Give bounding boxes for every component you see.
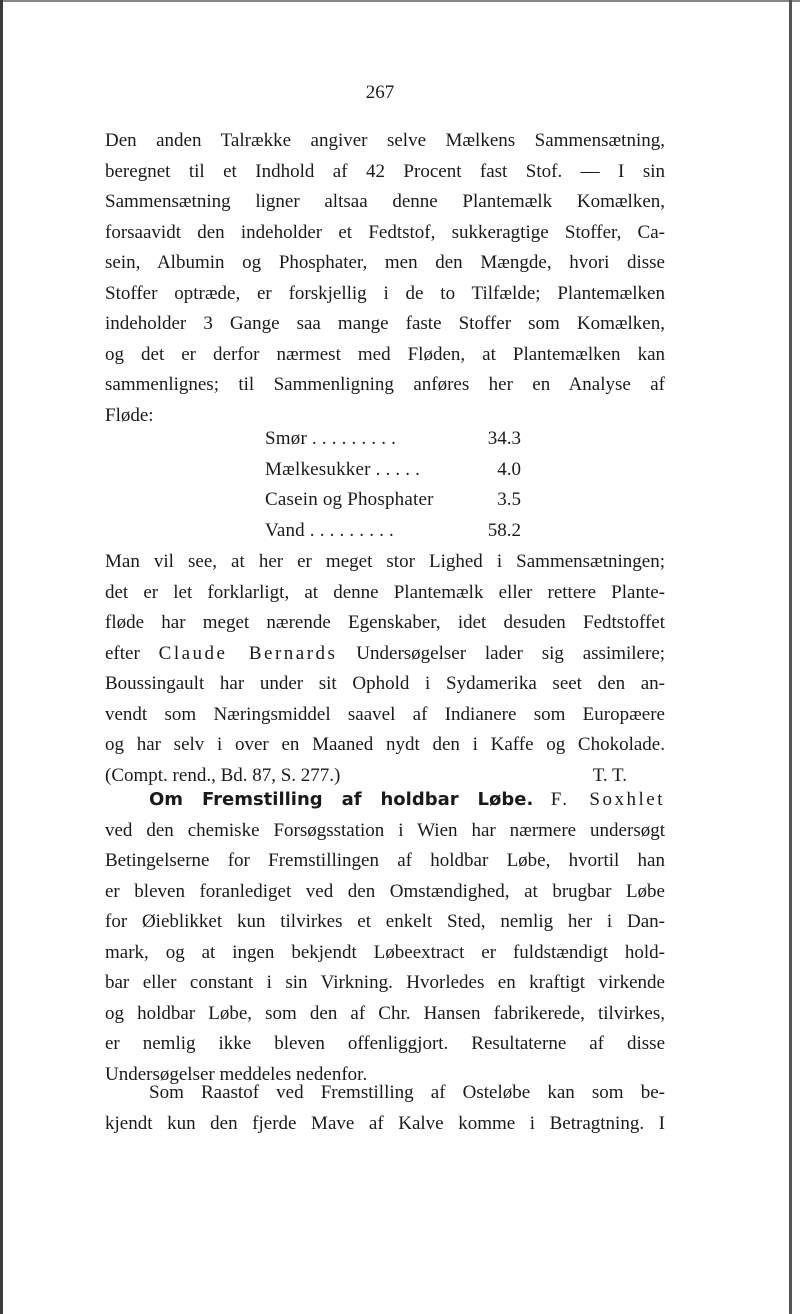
text-line: beregnet til et Indhold af 42 Procent fast Stof. — I sin <box>105 160 665 182</box>
text-line: Den anden Talrække angiver selve Mælkens Sammensætning, <box>105 130 665 151</box>
text-line: Som Raastof ved Fremstilling af Osteløbe kan som be- <box>149 1082 665 1103</box>
analysis-item-name: Casein og Phosphater <box>265 489 434 510</box>
text-line: sammenlignes; til Sammenligning anføres her en Analyse af <box>105 374 665 395</box>
text-line: Boussingault har under sit Ophold i Sydamerika seet den an- <box>105 673 665 694</box>
text-line: er nemlig ikke bleven offenliggjort. Resultaterne af disse <box>105 1033 665 1054</box>
text-line: vendt som Næringsmiddel saavel af Indianere som Europæere <box>105 703 665 725</box>
paragraph-comparison <box>105 547 665 791</box>
cream-analysis-table <box>265 424 521 546</box>
analysis-item-value: 4.0 <box>497 458 521 480</box>
table-row <box>265 424 521 455</box>
text-line: Man vil see, at her er meget stor Lighed i Sammensætningen; <box>105 551 665 572</box>
table-row <box>265 485 521 516</box>
text-line: er bleven foranlediget ved den Omstændighed, at brugbar Løbe <box>105 880 665 902</box>
analysis-item-value: 58.2 <box>487 519 521 541</box>
text-line: og holdbar Løbe, som den af Chr. Hansen fabrikerede, tilvirkes, <box>105 1002 665 1024</box>
analysis-item-value: 34.3 <box>487 428 521 449</box>
paragraph-raw-material <box>105 1078 665 1139</box>
author-signature: T. T. <box>592 764 627 786</box>
analysis-item-name: Mælkesukker . . . . . <box>265 458 421 480</box>
table-row <box>265 516 521 547</box>
text-line: og det er derfor nærmest med Fløden, at Plantemælken kan <box>105 343 665 365</box>
text-line <box>105 639 665 670</box>
text-line: for Øieblikket kun tilvirkes et enkelt Sted, nemlig her i Dan- <box>105 911 665 932</box>
table-row <box>265 455 521 486</box>
citation: (Compt. rend., Bd. 87, S. 277.) <box>105 764 341 786</box>
text-line: bar eller constant i sin Virkning. Hvorledes en kraftigt virkende <box>105 972 665 993</box>
text-line: Fløde: <box>105 404 154 426</box>
text-line: Betingelserne for Fremstillingen af holdbar Løbe, hvortil han <box>105 850 665 871</box>
text-line: og har selv i over en Maaned nydt den i Kaffe og Chokolade. <box>105 734 665 755</box>
text-line <box>105 785 665 816</box>
text-line: kjendt kun den fjerde Mave af Kalve komme i Betragtning. I <box>105 1112 665 1134</box>
text-line: Undersøgelser meddeles nedenfor. <box>105 1063 368 1085</box>
text-line: fløde har meget nærende Egenskaber, idet desuden Fedtstoffet <box>105 612 665 633</box>
text-fragment: efter <box>105 642 140 664</box>
person-name: Claude Bernards <box>158 642 338 664</box>
text-line: indeholder 3 Gange saa mange faste Stoffer som Komælken, <box>105 313 665 334</box>
text-line: Stoffer optræde, er forskjellig i de to Tilfælde; Plantemælken <box>105 282 665 304</box>
text-line: forsaavidt den indeholder et Fedtstof, sukkeragtige Stoffer, Ca- <box>105 221 665 243</box>
text-line: Sammensætning ligner altsaa denne Plantemælk Komælken, <box>105 191 665 212</box>
paragraph-milk-composition <box>105 126 665 431</box>
analysis-item-name: Vand . . . . . . . . . <box>265 519 394 541</box>
text-line: sein, Albumin og Phosphater, men den Mængde, hvori disse <box>105 252 665 273</box>
text-line: mark, og at ingen bekjendt Løbeextract er fuldstændigt hold- <box>105 941 665 963</box>
text-fragment: Undersøgelser lader sig assimilere; <box>356 642 666 664</box>
text-line: det er let forklarligt, at denne Plantemælk eller rettere Plante- <box>105 581 665 603</box>
paragraph-rennet <box>105 785 665 1090</box>
page-number: 267 <box>365 82 395 103</box>
page-top-edge <box>0 0 800 2</box>
section-heading: Om Fremstilling af holdbar Løbe. <box>149 789 534 810</box>
analysis-item-value: 3.5 <box>497 489 521 510</box>
text-line: ved den chemiske Forsøgsstation i Wien har nærmere undersøgt <box>105 819 665 841</box>
author-name: F. Soxhlet <box>550 789 665 810</box>
page-left-edge <box>0 0 3 1314</box>
page-right-edge <box>789 0 792 1314</box>
analysis-item-name: Smør . . . . . . . . . <box>265 428 397 449</box>
